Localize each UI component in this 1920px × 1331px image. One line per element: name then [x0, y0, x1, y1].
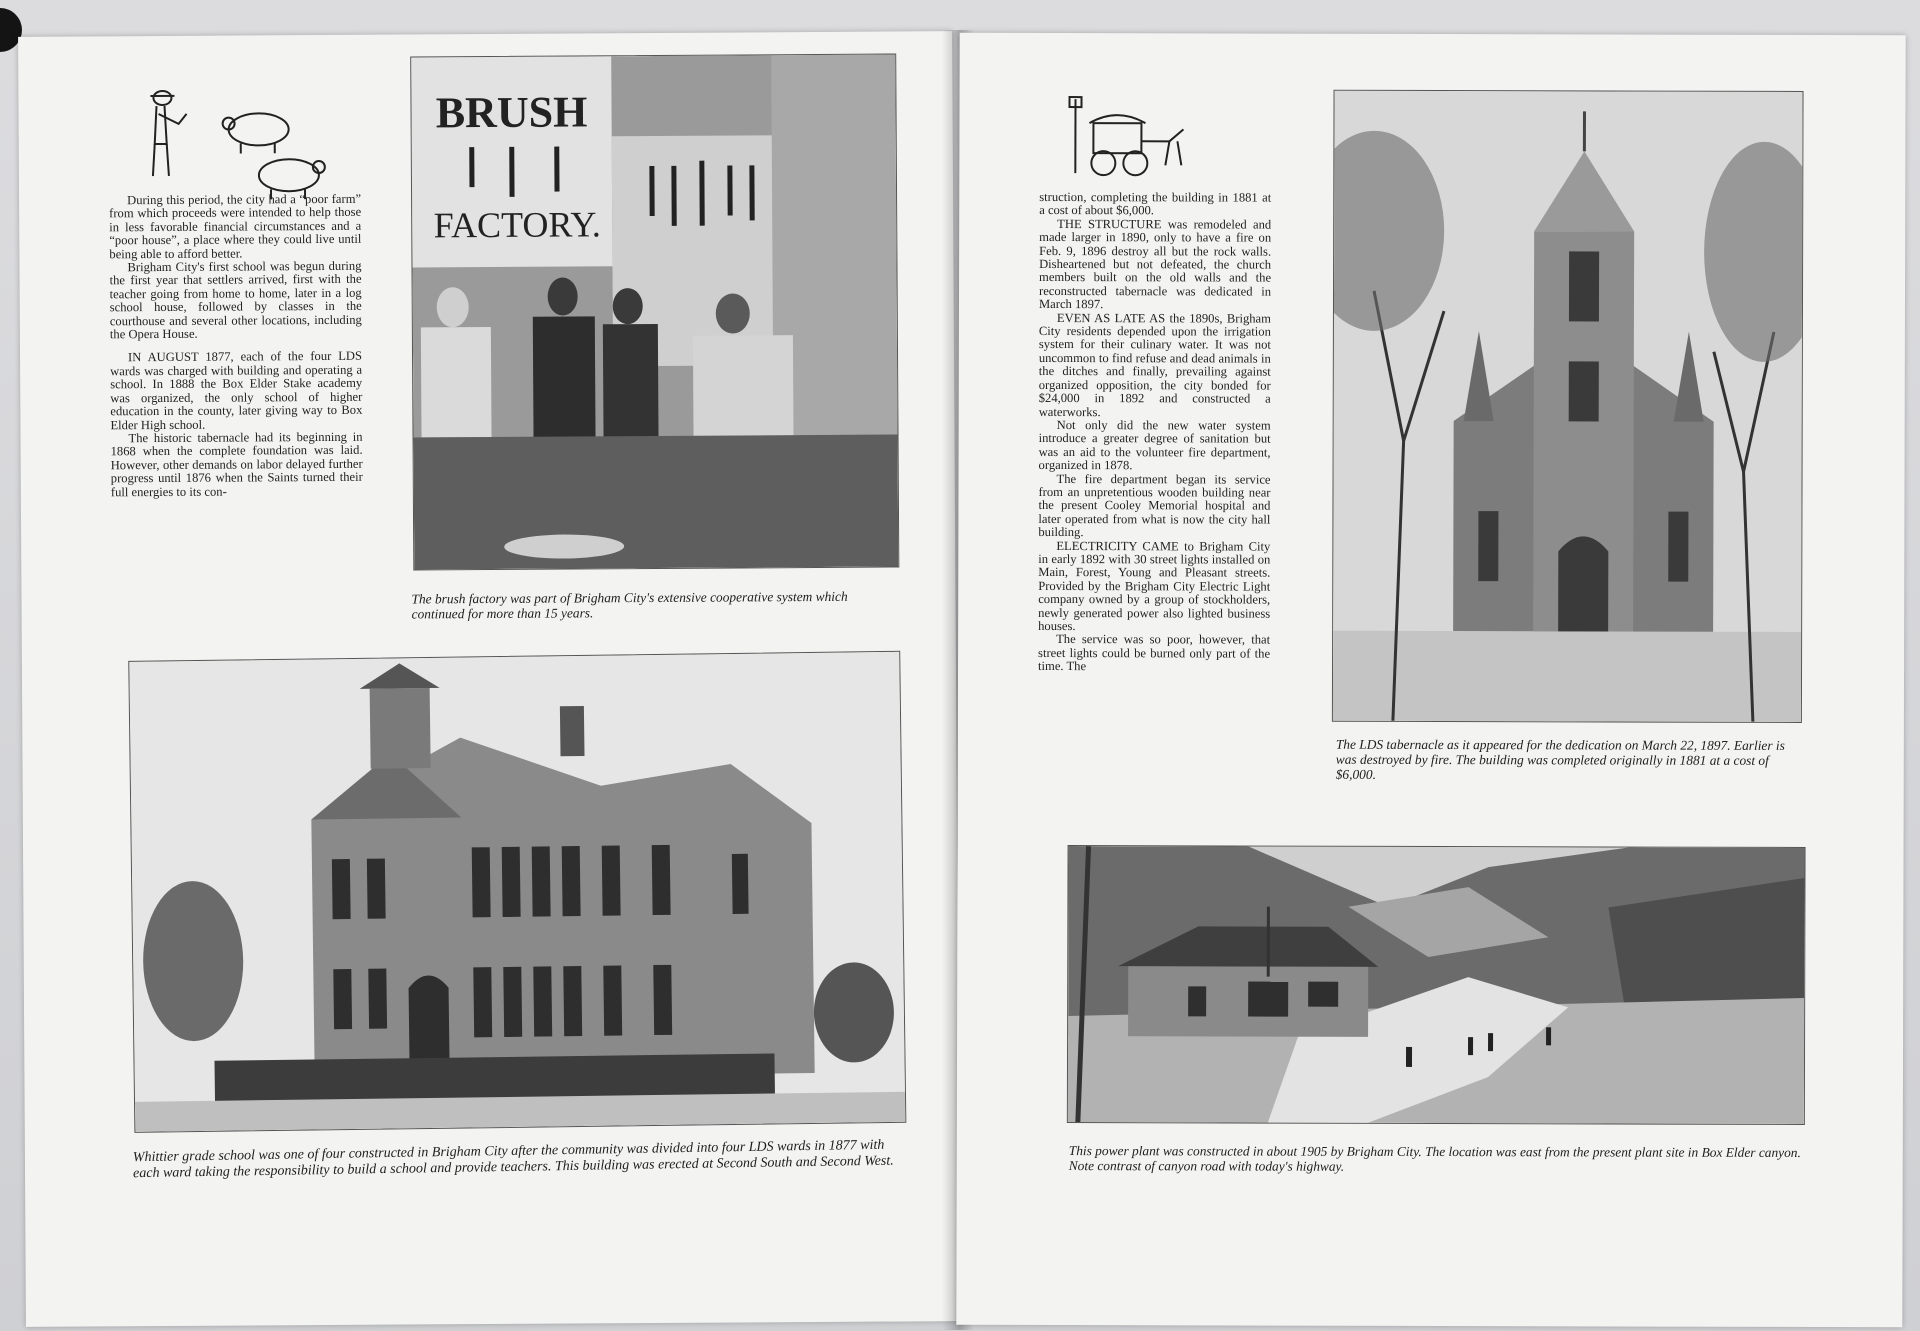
paragraph: During this period, the city had a “poor farm” from which proceeds were intended to help those in less favorable financial circumstances and a “poor house”, a place where they could live until being able to afford better.	[109, 191, 362, 261]
power-plant-photo	[1067, 845, 1806, 1125]
paragraph: THE STRUCTURE was remodeled and made larger in 1890, only to have a fire on Feb. 9, 1896 destroy all but the rock walls. Disheartened but not defeated, the church members built on the old walls and the reconstructed tabernacle was dedicated in March 1897.	[1038, 216, 1272, 312]
paragraph: The historic tabernacle had its beginning in 1868 when the complete foundation was laid. However, other demands on labor delayed further progress until 1876 when the Saints turned their full energies to its con-	[110, 429, 363, 499]
school-photo	[128, 651, 906, 1133]
right-page	[956, 33, 1905, 1327]
paragraph: Brigham City's first school was begun during the first year that settlers arrived, first with the teacher going from home to home, later in a log school house, followed by classes in the courthouse and several other locations, including the Opera House.	[109, 258, 362, 342]
tabernacle-caption: The LDS tabernacle as it appeared for the dedication on March 22, 1897. Earlier is was destroyed by fire. The building was completed originally in 1881 at a cost of $6,000.	[1335, 736, 1785, 782]
paragraph: The fire department began its service from an unpretentious wooden building near the present Cooley Memorial hospital and later operated from what is now the city hall building.	[1038, 471, 1271, 540]
sign-text-factory: FACTORY.	[433, 204, 601, 246]
left-text-column	[109, 193, 363, 499]
paragraph: ELECTRICITY CAME to Brigham City in early 1892 with 30 street lights installed on Main, Forest, Young and Pleasant streets. Provided by the Brigham City Electric Light company owned by a group of stockholders, newly generated power also lighted business houses.	[1038, 538, 1271, 634]
sign-text-brush: BRUSH	[435, 87, 588, 138]
paragraph: struction, completing the building in 1881 at a cost of about $6,000.	[1039, 189, 1272, 218]
left-page	[18, 31, 960, 1327]
paragraph: The service was so poor, however, that street lights could be burned only part of the time. The	[1038, 632, 1271, 674]
power-plant-caption: This power plant was constructed in about 1905 by Brigham City. The location was east from the present plant site in Box Elder canyon. Note contrast of canyon road with today's highway.	[1068, 1143, 1801, 1174]
right-text-column	[1038, 191, 1271, 674]
paragraph: IN AUGUST 1877, each of the four LDS wards was charged with building and operating a school. In 1888 the Box Elder Stake academy was organized, the only school of higher education in the county, later giving way to Box Elder High school.	[110, 349, 363, 432]
tabernacle-photo	[1332, 90, 1804, 723]
school-caption: Whittier grade school was one of four constructed in Brigham City after the community was divided into four LDS wards in 1877 with each ward taking the responsibility to build a school and provide teachers. This building was erected at Second South and Second West.	[132, 1137, 894, 1182]
brush-factory-caption: The brush factory was part of Brigham City's extensive cooperative system which continued for more than 15 years.	[411, 588, 848, 622]
paragraph: EVEN AS LATE AS the 1890s, Brigham City residents depended upon the irrigation system for their culinary water. It was not uncommon to find refuse and dead animals in the ditches and finally, prevailing against organized opposition, the city bonded for $24,000 in 1892 and constructed a waterworks.	[1038, 310, 1271, 419]
carriage-sketch	[1059, 93, 1199, 193]
paragraph: Not only did the new water system introduce a greater degree of sanitation but was an aid to the volunteer fire department, organized in 1878.	[1038, 417, 1271, 473]
brush-factory-photo	[410, 54, 899, 571]
